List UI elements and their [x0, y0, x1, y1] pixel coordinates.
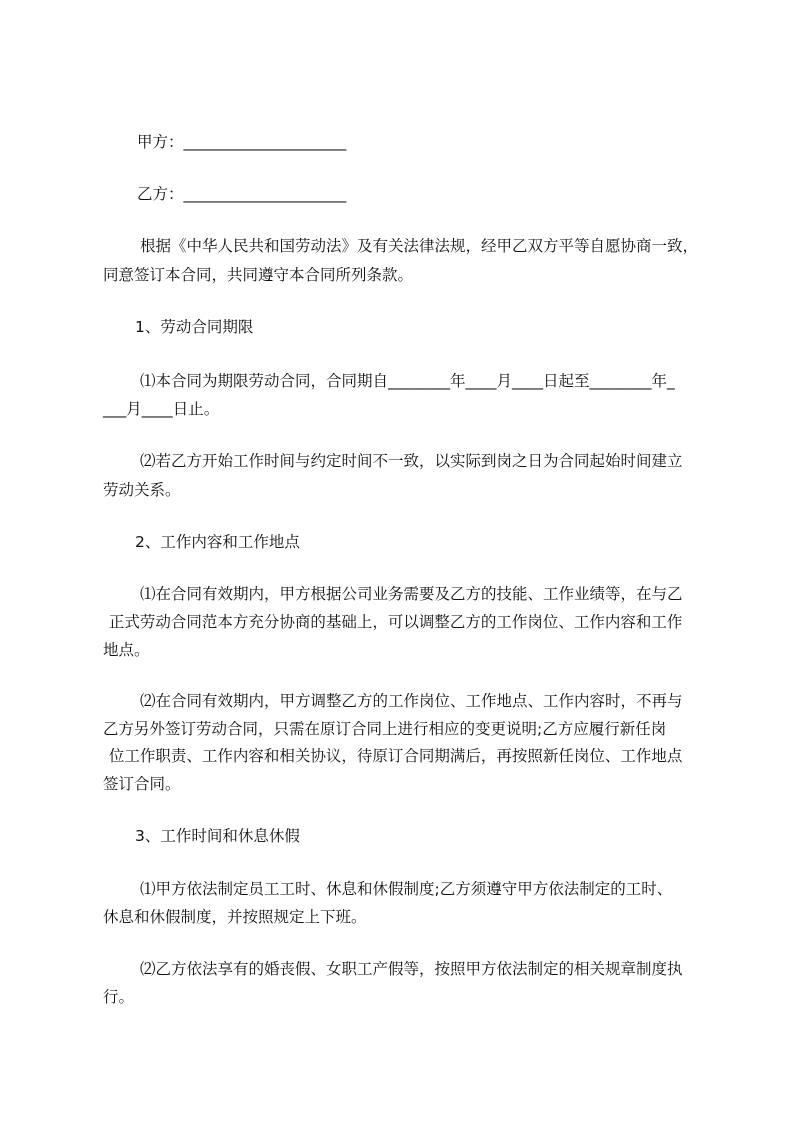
- section3-item1-line2: 休息和休假制度，并按照规定上下班。: [103, 908, 367, 926]
- section3-item2-line1: ⑵乙方依法享有的婚丧假、女职工产假等，按照甲方依法制定的相关规章制度执: [140, 960, 683, 978]
- section2-item1-line1: ⑴在合同有效期内，甲方根据公司业务需要及乙方的技能、工作业绩等，在与乙: [140, 585, 683, 603]
- section2-item2-line1: ⑵在合同有效期内，甲方调整乙方的工作岗位、工作地点、工作内容时，不再与: [140, 692, 683, 710]
- section2-item2-line2: 乙方另外签订劳动合同，只需在原订合同上进行相应的变更说明;乙方应履行新任岗: [103, 720, 667, 738]
- section3-heading: 3、工作时间和休息休假: [135, 827, 300, 845]
- section2-item2-line3: 位工作职责、工作内容和相关协议，待原订合同期满后，再按照新任岗位、工作地点: [104, 747, 683, 765]
- section3-item1-line1: ⑴甲方依法制定员工工时、休息和休假制度;乙方须遵守甲方依法制定的工时、: [140, 880, 673, 898]
- section2-item1-line2: 正式劳动合同范本方充分协商的基础上，可以调整乙方的工作岗位、工作内容和工作: [104, 613, 683, 631]
- party-b-line: 乙方：_____________________: [137, 185, 347, 203]
- section1-item2-line1: ⑵若乙方开始工作时间与约定时间不一致，以实际到岗之日为合同起始时间建立: [140, 452, 683, 470]
- section2-item2-line4: 签订合同。: [103, 775, 181, 793]
- section2-heading: 2、工作内容和工作地点: [135, 533, 300, 551]
- section1-item2-line2: 劳动关系。: [103, 481, 181, 499]
- section1-item1-line1: ⑴本合同为期限劳动合同，合同期自________年____月____日起至________年_: [140, 372, 675, 390]
- section1-item1-line2: ___月____日止。: [103, 400, 220, 418]
- section1-heading: 1、劳动合同期限: [135, 318, 254, 336]
- section3-item2-line2: 行。: [103, 988, 135, 1006]
- intro-line-2: 同意签订本合同，共同遵守本合同所列条款。: [103, 266, 414, 284]
- intro-line-1: 根据《中华人民共和国劳动法》及有关法律法规，经甲乙双方平等自愿协商一致，: [140, 237, 699, 255]
- section2-item1-line3: 地点。: [103, 641, 150, 659]
- party-a-line: 甲方：_____________________: [137, 133, 347, 151]
